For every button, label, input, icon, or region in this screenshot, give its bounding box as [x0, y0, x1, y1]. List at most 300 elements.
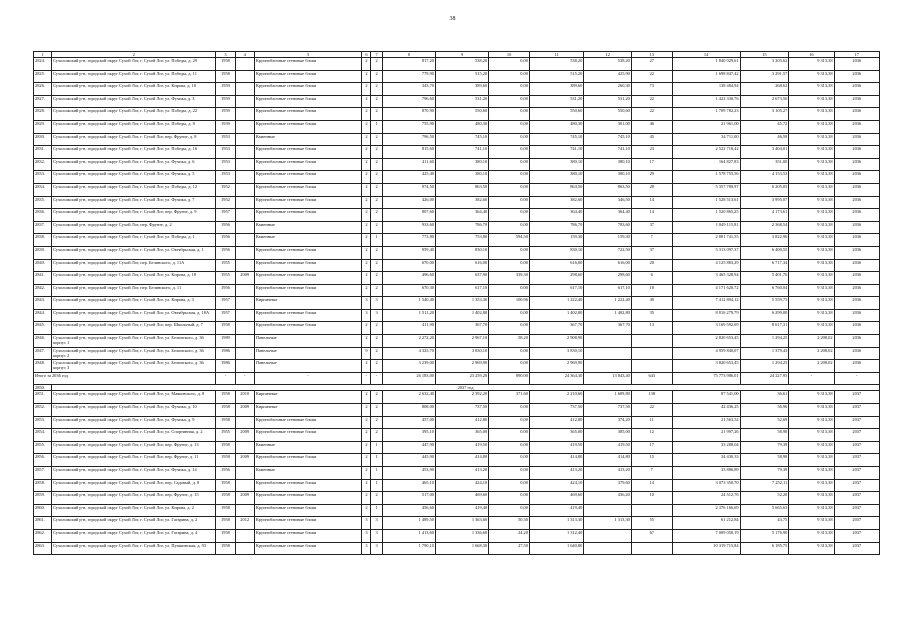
- table-cell: 419,50: [529, 441, 583, 454]
- table-cell: 9 313,38: [789, 246, 834, 259]
- table-cell: 2036: [834, 158, 879, 171]
- table-cell: 2856.: [34, 454, 52, 467]
- table-cell: [584, 335, 632, 348]
- table-cell: 2: [371, 347, 382, 360]
- table-cell: [235, 183, 254, 196]
- table-cell: Крупноблочные стеновые блоки: [254, 171, 362, 184]
- table-cell: 8 617,31: [740, 322, 789, 335]
- table-cell: 2: [362, 467, 371, 480]
- table-cell: 2828.: [34, 108, 52, 121]
- table-cell: 1958: [216, 479, 235, 492]
- table-cell: 5 176,90: [740, 529, 789, 542]
- table-row: [34, 335, 880, 348]
- table-row: [34, 58, 880, 71]
- table-cell: 2: [362, 146, 371, 159]
- table-cell: [235, 158, 254, 171]
- table-cell: Сухоложский р-н, городской округ Сухой Лог, г. Сухой Лог, ул. Победы, д. 12: [52, 183, 216, 196]
- table-cell: 2036: [834, 246, 879, 259]
- table-cell: 413,20: [584, 467, 632, 480]
- table-cell: 29: [631, 171, 672, 184]
- table-cell: [235, 95, 254, 108]
- table-cell: 453,90: [382, 467, 435, 480]
- table-cell: 2037: [834, 416, 879, 429]
- table-cell: 164 827,83: [672, 158, 740, 171]
- table-cell: 24 512,76: [672, 492, 740, 505]
- table-cell: 0,00: [489, 284, 530, 297]
- table-cell: 2036: [834, 171, 879, 184]
- total-cell: -: [789, 372, 834, 385]
- table-row: [34, 429, 880, 442]
- table-cell: 9: [362, 347, 371, 360]
- table-cell: 9 313,38: [789, 517, 834, 530]
- table-cell: 1958: [216, 492, 235, 505]
- table-cell: 2: [371, 404, 382, 417]
- table-cell: 2 208,02: [789, 360, 834, 373]
- table-cell: 2036: [834, 335, 879, 348]
- table-cell: 73: [631, 83, 672, 96]
- table-cell: 741,10: [529, 146, 583, 159]
- table-cell: 796,60: [382, 95, 435, 108]
- table-cell: 617,10: [435, 284, 488, 297]
- table-cell: Каменные: [254, 467, 362, 480]
- table-cell: 14: [631, 479, 672, 492]
- table-cell: 2 522 718,42: [672, 146, 740, 159]
- table-row: [34, 158, 880, 171]
- table-cell: 616,00: [584, 259, 632, 272]
- table-cell: 380,10: [529, 158, 583, 171]
- table-cell: 7: [631, 467, 672, 480]
- table-cell: 2 908,90: [529, 335, 583, 348]
- table-cell: 1 709 782,23: [672, 108, 740, 121]
- table-cell: 9 313,38: [789, 133, 834, 146]
- total-cell: Итого за 2036 год: [34, 372, 216, 385]
- total-cell: 643: [631, 372, 672, 385]
- table-cell: 4 125 883,29: [672, 259, 740, 272]
- table-cell: 2: [362, 120, 371, 133]
- table-cell: [631, 504, 672, 517]
- total-cell: -: [235, 372, 254, 385]
- table-cell: 414,80: [529, 454, 583, 467]
- table-cell: 2010: [235, 391, 254, 404]
- table-row: [34, 108, 880, 121]
- total-row: [34, 372, 880, 385]
- table-cell: 1 222,40: [529, 297, 583, 310]
- table-cell: 159,30: [584, 234, 632, 247]
- table-cell: 2: [371, 70, 382, 83]
- table-cell: 2036: [834, 83, 879, 96]
- table-cell: 9 313,38: [789, 504, 834, 517]
- table-cell: [235, 504, 254, 517]
- table-cell: 379,60: [584, 479, 632, 492]
- table-cell: 0,00: [489, 492, 530, 505]
- table-cell: Крупноблочные стеновые блоки: [254, 416, 362, 429]
- table-cell: 14: [631, 196, 672, 209]
- table-cell: 412,80: [529, 416, 583, 429]
- table-row: [34, 133, 880, 146]
- page-number: 38: [449, 16, 456, 22]
- table-cell: 830,10: [435, 246, 488, 259]
- table-cell: Крупноблочные стеновые блоки: [254, 284, 362, 297]
- table-cell: 0,00: [489, 479, 530, 492]
- table-cell: 2: [362, 171, 371, 184]
- table-cell: Сухоложский р-н, городской округ Сухой Лог, г. Сухой Лог, ул. Гагарина, д. 4: [52, 529, 216, 542]
- table-cell: 2 272,20: [382, 335, 435, 348]
- table-cell: 617,10: [529, 284, 583, 297]
- table-cell: 0,00: [489, 347, 530, 360]
- table-cell: 52,20: [740, 492, 789, 505]
- table-cell: 2 632,40: [382, 391, 435, 404]
- table-cell: Сухоложский р-н, городской округ Сухой Лог, г. Сухой Лог, ул. Кирова, д. 2: [52, 504, 216, 517]
- table-cell: 20: [631, 259, 672, 272]
- table-cell: 6 185,75: [740, 542, 789, 555]
- table-cell: 56,96: [740, 404, 789, 417]
- table-cell: 2827.: [34, 95, 52, 108]
- table-cell: [235, 246, 254, 259]
- table-cell: 15: [631, 454, 672, 467]
- table-cell: Крупноблочные стеновые блоки: [254, 259, 362, 272]
- table-row: [34, 517, 880, 530]
- table-cell: 550,60: [435, 108, 488, 121]
- table-cell: 2037: [834, 391, 879, 404]
- table-cell: Крупноблочные стеновые блоки: [254, 83, 362, 96]
- table-cell: 22: [631, 108, 672, 121]
- table-cell: 2: [371, 221, 382, 234]
- column-header: 9: [435, 52, 488, 58]
- table-cell: 2839.: [34, 246, 52, 259]
- table-cell: 9 313,38: [789, 171, 834, 184]
- table-cell: Сухоложский р-н, городской округ Сухой Лог, г. Сухой Лог, ул. Фучика, д. 10: [52, 404, 216, 417]
- table-cell: 2848.: [34, 360, 52, 373]
- table-cell: 753,80: [435, 234, 488, 247]
- table-cell: [235, 529, 254, 542]
- table-row: [34, 183, 880, 196]
- table-cell: [235, 335, 254, 348]
- table-cell: 616,00: [529, 259, 583, 272]
- table-cell: 10: [631, 492, 672, 505]
- table-cell: 2036: [834, 196, 879, 209]
- table-cell: 863,50: [529, 183, 583, 196]
- table-cell: 14: [631, 209, 672, 222]
- table-cell: 0,00: [489, 146, 530, 159]
- table-cell: 9 313,38: [789, 146, 834, 159]
- table-cell: 2012: [235, 517, 254, 530]
- table-cell: 1956: [216, 284, 235, 297]
- table-cell: 2036: [834, 183, 879, 196]
- table-cell: 2844.: [34, 309, 52, 322]
- table-cell: 2859.: [34, 492, 52, 505]
- table-cell: [235, 221, 254, 234]
- table-cell: 722,50: [584, 246, 632, 259]
- table-cell: 2: [362, 108, 371, 121]
- table-cell: 389,60: [435, 83, 488, 96]
- table-cell: 351,00: [740, 158, 789, 171]
- table-cell: Сухоложский р-н, городской округ Сухой Лог, г. Сухой Лог, пер. Фрунзе, д. 9: [52, 209, 216, 222]
- table-cell: 2834.: [34, 183, 52, 196]
- table-cell: 1956: [216, 246, 235, 259]
- column-header: 14: [672, 52, 740, 58]
- table-row: [34, 234, 880, 247]
- table-cell: [235, 120, 254, 133]
- table-cell: 480,30: [435, 120, 488, 133]
- table-cell: 2036: [834, 120, 879, 133]
- table-cell: 1 840 029,61: [672, 58, 740, 71]
- table-cell: 0,00: [489, 246, 530, 259]
- table-cell: 2862.: [34, 529, 52, 542]
- table-cell: Крупноблочные стеновые блоки: [254, 322, 362, 335]
- table-cell: 2: [362, 209, 371, 222]
- table-cell: 1958: [216, 404, 235, 417]
- column-header: 2: [52, 52, 216, 58]
- table-cell: 2: [371, 429, 382, 442]
- table-cell: 2: [362, 234, 371, 247]
- table-cell: 414,80: [584, 454, 632, 467]
- table-cell: Крупноблочные стеновые блоки: [254, 209, 362, 222]
- table-cell: 364,40: [584, 209, 632, 222]
- table-cell: Крупноблочные стеновые блоки: [254, 542, 362, 555]
- table-cell: 412,80: [435, 416, 488, 429]
- table-cell: 55: [631, 517, 672, 530]
- table-cell: 138: [631, 391, 672, 404]
- table-cell: 2833.: [34, 171, 52, 184]
- table-cell: 9 313,38: [789, 284, 834, 297]
- table-cell: 9 313,38: [789, 209, 834, 222]
- table-cell: 2824.: [34, 58, 52, 71]
- table-cell: 2: [362, 404, 371, 417]
- table-cell: 2 392,20: [435, 391, 488, 404]
- table-cell: 1952: [216, 196, 235, 209]
- table-cell: Крупноблочные стеновые блоки: [254, 429, 362, 442]
- table-cell: Панельные: [254, 347, 362, 360]
- table-cell: 301,00: [584, 120, 632, 133]
- table-cell: 9 313,38: [789, 467, 834, 480]
- table-cell: 0,00: [489, 171, 530, 184]
- table-cell: 2: [362, 221, 371, 234]
- table-cell: 616,00: [435, 259, 488, 272]
- table-cell: Сухоложский р-н, городской округ Сухой Лог, г. Сухой Лог, пер. Фрунзе, д. 11: [52, 454, 216, 467]
- table-cell: 1 609,80: [584, 391, 632, 404]
- table-cell: 1958: [216, 391, 235, 404]
- table-cell: 0,00: [489, 209, 530, 222]
- table-cell: 786,70: [529, 221, 583, 234]
- table-cell: 7 412 804,12: [672, 297, 740, 310]
- table-cell: 1 336,60: [435, 529, 488, 542]
- table-cell: Крупноблочные стеновые блоки: [254, 246, 362, 259]
- table-cell: 424,10: [529, 479, 583, 492]
- table-cell: 0,00: [489, 183, 530, 196]
- table-cell: Кирпичные: [254, 404, 362, 417]
- table-cell: 2851.: [34, 391, 52, 404]
- table-cell: 2854.: [34, 429, 52, 442]
- table-cell: 374,20: [584, 416, 632, 429]
- total-cell: 24 227,95: [740, 372, 789, 385]
- table-cell: 2037: [834, 517, 879, 530]
- table-cell: 2 820 653,45: [672, 335, 740, 348]
- table-cell: 550,60: [584, 108, 632, 121]
- table-cell: 796,50: [382, 133, 435, 146]
- table-cell: [235, 479, 254, 492]
- table-row: [34, 171, 880, 184]
- year-row-number: 2850.: [34, 385, 52, 391]
- table-cell: 2 210,60: [529, 391, 583, 404]
- table-cell: Крупноблочные стеновые блоки: [254, 454, 362, 467]
- table-cell: 426,00: [382, 196, 435, 209]
- table-cell: Крупноблочные стеновые блоки: [254, 58, 362, 71]
- table-cell: 9 313,38: [789, 492, 834, 505]
- table-cell: 2 969,90: [435, 360, 488, 373]
- table-cell: 1958: [216, 517, 235, 530]
- table-cell: 22: [631, 404, 672, 417]
- table-row: [34, 529, 880, 542]
- table-cell: 4 153,53: [740, 171, 789, 184]
- table-cell: 2: [371, 158, 382, 171]
- table-cell: 9 313,38: [789, 183, 834, 196]
- table-cell: 17: [631, 158, 672, 171]
- table-cell: 9 313,38: [789, 416, 834, 429]
- table-cell: 870,90: [382, 108, 435, 121]
- table-cell: 1: [371, 120, 382, 133]
- table-cell: 3: [371, 542, 382, 555]
- column-header: 11: [529, 52, 583, 58]
- table-cell: 9 313,38: [789, 322, 834, 335]
- table-cell: 2: [371, 83, 382, 96]
- table-cell: Сухоложский р-н, городской округ Сухой Лог, г. Сухой Лог, ул. Пушкинская, д. 93: [52, 542, 216, 555]
- table-cell: 1 511,20: [382, 309, 435, 322]
- table-cell: 365,00: [435, 429, 488, 442]
- table-cell: 1 312,40: [529, 529, 583, 542]
- table-cell: 346,50: [584, 196, 632, 209]
- table-cell: 1 313,30: [584, 517, 632, 530]
- table-cell: Сухоложский р-н, городской округ Сухой Лог, пер. Фрунзе, д. 2: [52, 221, 216, 234]
- table-cell: 465,10: [382, 479, 435, 492]
- table-cell: 1958: [216, 454, 235, 467]
- table-cell: [235, 133, 254, 146]
- table-cell: 27,50: [489, 542, 530, 555]
- table-cell: 1956: [216, 467, 235, 480]
- table-cell: 2: [371, 133, 382, 146]
- table-cell: 2826.: [34, 83, 52, 96]
- table-cell: [235, 309, 254, 322]
- table-cell: 9 313,38: [789, 542, 834, 555]
- table-cell: 419,40: [529, 504, 583, 517]
- table-cell: 3: [362, 517, 371, 530]
- table-cell: 2: [362, 246, 371, 259]
- table-cell: 0,00: [489, 158, 530, 171]
- total-cell: -: [362, 372, 371, 385]
- table-cell: 2825.: [34, 70, 52, 83]
- table-cell: 2852.: [34, 404, 52, 417]
- table-cell: 2842.: [34, 284, 52, 297]
- table-cell: 2840.: [34, 259, 52, 272]
- table-row: [34, 416, 880, 429]
- table-cell: 1: [371, 479, 382, 492]
- table-cell: 1958: [216, 542, 235, 555]
- table-cell: 2841.: [34, 272, 52, 285]
- table-cell: [235, 234, 254, 247]
- table-cell: 45,72: [740, 120, 789, 133]
- table-cell: Кирпичные: [254, 391, 362, 404]
- table-cell: 2037: [834, 429, 879, 442]
- table-cell: 2 881 741,55: [672, 234, 740, 247]
- table-cell: 1 363,60: [435, 517, 488, 530]
- table-cell: 13: [631, 322, 672, 335]
- column-header: 16: [789, 52, 834, 58]
- table-cell: 2837.: [34, 221, 52, 234]
- table-cell: 1: [371, 504, 382, 517]
- table-cell: 49: [631, 297, 672, 310]
- table-cell: 3 305,62: [740, 58, 789, 71]
- table-cell: 0,00: [489, 404, 530, 417]
- table-cell: 4 171 620,72: [672, 284, 740, 297]
- table-cell: 2: [371, 272, 382, 285]
- table-cell: 9 313,38: [789, 196, 834, 209]
- table-cell: 2861.: [34, 517, 52, 530]
- table-cell: 2036: [834, 209, 879, 222]
- table-cell: Крупноблочные стеновые блоки: [254, 517, 362, 530]
- table-cell: [235, 347, 254, 360]
- table-cell: Сухоложский р-н, городской округ Сухой Лог, г. Сухой Лог, ул. Фучика, д. 7: [52, 196, 216, 209]
- column-header: 13: [631, 52, 672, 58]
- table-cell: 1939: [216, 120, 235, 133]
- table-cell: 24,20: [489, 529, 530, 542]
- table-cell: 2: [371, 95, 382, 108]
- table-row: [34, 347, 880, 360]
- table-row: [34, 504, 880, 517]
- table-cell: 741,10: [584, 146, 632, 159]
- table-cell: 808,00: [382, 404, 435, 417]
- table-cell: 4 959 840,07: [672, 347, 740, 360]
- table-cell: [235, 171, 254, 184]
- table-row: [34, 196, 880, 209]
- total-cell: -: [254, 372, 362, 385]
- table-cell: 6 205,05: [740, 183, 789, 196]
- table-cell: 2: [362, 284, 371, 297]
- table-cell: Сухоложский р-н, городской округ Сухой Лог, г. Сухой Лог, ул. Победы, д. 22: [52, 108, 216, 121]
- table-cell: 9 313,38: [789, 120, 834, 133]
- table-cell: [631, 360, 672, 373]
- table-cell: 2: [371, 246, 382, 259]
- table-cell: 385,00: [584, 429, 632, 442]
- table-cell: 773,80: [382, 234, 435, 247]
- table-cell: 2: [362, 259, 371, 272]
- table-cell: 1 379,43: [740, 347, 789, 360]
- table-cell: 298,60: [584, 272, 632, 285]
- table-cell: 8 816 279,79: [672, 309, 740, 322]
- table-cell: 2: [362, 492, 371, 505]
- table-cell: 2037: [834, 542, 879, 555]
- table-cell: 538,20: [529, 58, 583, 71]
- table-cell: 1957: [216, 309, 235, 322]
- table-cell: 469,60: [435, 492, 488, 505]
- table-cell: 2860.: [34, 504, 52, 517]
- table-cell: Кирпичные: [254, 297, 362, 310]
- table-cell: 531,20: [584, 95, 632, 108]
- table-cell: 3: [362, 309, 371, 322]
- table-cell: 0,00: [489, 221, 530, 234]
- table-cell: [235, 83, 254, 96]
- table-cell: 2832.: [34, 158, 52, 171]
- table-cell: 2009: [235, 272, 254, 285]
- table-cell: 1 422 330,76: [672, 95, 740, 108]
- table-cell: 1958: [216, 70, 235, 83]
- table-cell: 3 820 653,45: [672, 360, 740, 373]
- table-cell: 1 222,40: [584, 297, 632, 310]
- table-cell: 2 368,54: [740, 221, 789, 234]
- table-cell: 50,30: [489, 517, 530, 530]
- table-cell: 21 961,00: [672, 120, 740, 133]
- table-cell: 5 313 097,37: [672, 246, 740, 259]
- table-cell: 0,00: [489, 429, 530, 442]
- table-cell: 9 313,38: [789, 429, 834, 442]
